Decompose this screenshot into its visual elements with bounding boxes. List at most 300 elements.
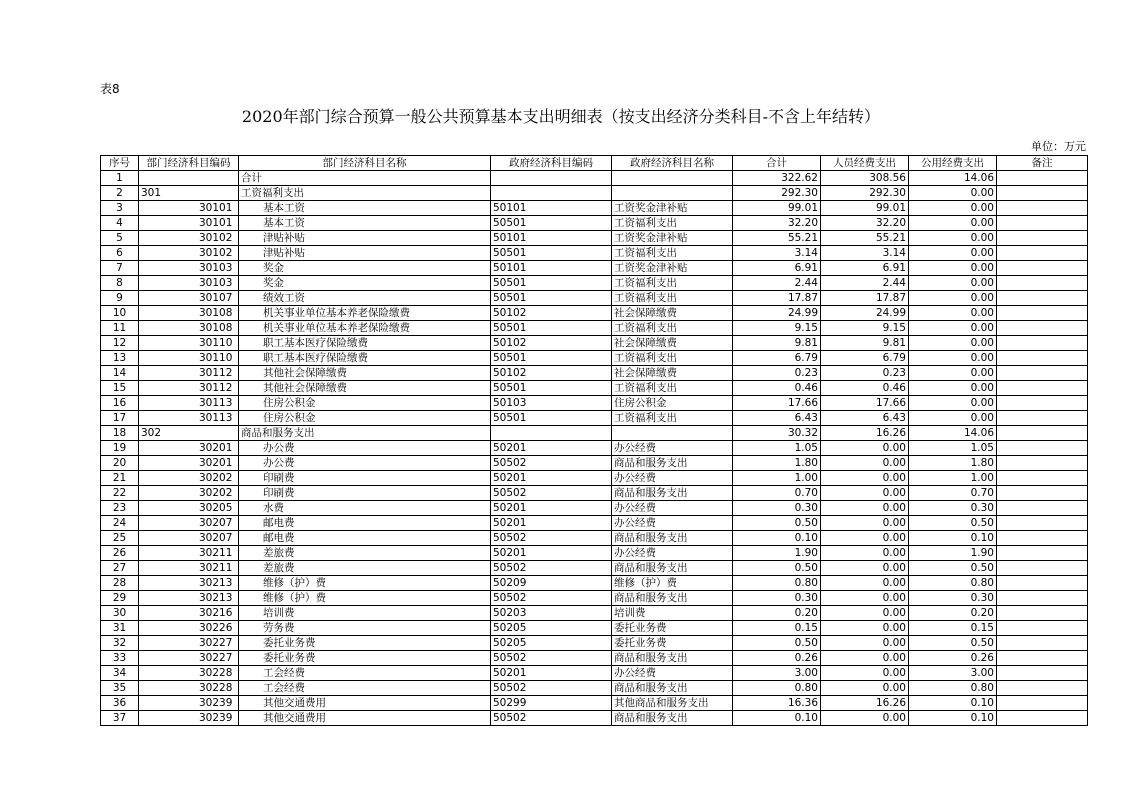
cell-dept-code: 30110 [139,336,239,351]
cell-public: 14.06 [909,171,997,186]
cell-public: 0.00 [909,201,997,216]
cell-total: 17.66 [733,396,821,411]
cell-dept-name: 津贴补贴 [239,231,491,246]
cell-gov-code: 50201 [491,501,612,516]
cell-dept-code: 30107 [139,291,239,306]
cell-note [997,396,1088,411]
cell-gov-name: 社会保障缴费 [612,306,733,321]
cell-dept-code: 30101 [139,216,239,231]
cell-total: 17.87 [733,291,821,306]
cell-dept-code: 30213 [139,576,239,591]
cell-dept-code: 30216 [139,606,239,621]
cell-gov-code: 50501 [491,381,612,396]
cell-personnel: 32.20 [821,216,909,231]
cell-public: 0.00 [909,321,997,336]
table-row [101,516,1088,531]
cell-dept-code: 302 [139,426,239,441]
cell-public: 0.30 [909,501,997,516]
cell-gov-name: 工资福利支出 [612,351,733,366]
cell-gov-code: 50501 [491,291,612,306]
cell-public: 0.00 [909,231,997,246]
cell-dept-code: 30227 [139,636,239,651]
cell-gov-name: 培训费 [612,606,733,621]
cell-gov-code: 50501 [491,216,612,231]
cell-public: 0.00 [909,381,997,396]
cell-dept-name: 工会经费 [239,681,491,696]
table-row [101,561,1088,576]
cell-gov-code: 50101 [491,201,612,216]
cell-personnel: 0.00 [821,636,909,651]
table-row [101,336,1088,351]
cell-personnel: 0.00 [821,471,909,486]
cell-note [997,441,1088,456]
cell-personnel: 308.56 [821,171,909,186]
unit-label: 单位：万元 [1031,140,1086,153]
cell-gov-code: 50201 [491,471,612,486]
cell-gov-code: 50201 [491,441,612,456]
cell-total: 0.50 [733,561,821,576]
cell-total: 6.79 [733,351,821,366]
cell-note [997,291,1088,306]
cell-public: 0.00 [909,246,997,261]
cell-dept-name: 印刷费 [239,486,491,501]
cell-gov-name: 商品和服务支出 [612,486,733,501]
cell-dept-name: 水费 [239,501,491,516]
cell-personnel: 0.00 [821,711,909,726]
cell-personnel: 6.91 [821,261,909,276]
cell-seq: 36 [101,696,139,711]
cell-dept-code: 30207 [139,531,239,546]
table-row [101,471,1088,486]
cell-seq: 23 [101,501,139,516]
cell-public: 0.10 [909,531,997,546]
cell-dept-code: 30228 [139,681,239,696]
cell-personnel: 0.00 [821,681,909,696]
cell-gov-name [612,171,733,186]
cell-total: 0.80 [733,576,821,591]
cell-public: 0.70 [909,486,997,501]
cell-note [997,681,1088,696]
cell-gov-name: 社会保障缴费 [612,336,733,351]
cell-gov-code: 50501 [491,246,612,261]
cell-personnel: 0.23 [821,366,909,381]
cell-dept-name: 绩效工资 [239,291,491,306]
cell-dept-code: 30113 [139,411,239,426]
cell-dept-code: 301 [139,186,239,201]
cell-dept-code: 30102 [139,246,239,261]
cell-gov-code [491,171,612,186]
cell-personnel: 0.00 [821,516,909,531]
table-row [101,261,1088,276]
cell-personnel: 17.66 [821,396,909,411]
cell-personnel: 0.00 [821,606,909,621]
cell-note [997,576,1088,591]
cell-gov-code: 50501 [491,276,612,291]
cell-dept-name: 邮电费 [239,531,491,546]
cell-note [997,276,1088,291]
cell-seq: 19 [101,441,139,456]
cell-total: 0.23 [733,366,821,381]
cell-note [997,621,1088,636]
cell-dept-name: 工会经费 [239,666,491,681]
cell-dept-name: 办公费 [239,456,491,471]
cell-personnel: 0.00 [821,456,909,471]
cell-gov-code: 50102 [491,336,612,351]
cell-dept-code: 30239 [139,711,239,726]
cell-gov-name: 委托业务费 [612,621,733,636]
cell-personnel: 17.87 [821,291,909,306]
cell-total: 0.10 [733,711,821,726]
cell-dept-code: 30227 [139,651,239,666]
cell-total: 0.70 [733,486,821,501]
cell-seq: 1 [101,171,139,186]
cell-seq: 37 [101,711,139,726]
cell-gov-name: 办公经费 [612,471,733,486]
cell-public: 3.00 [909,666,997,681]
cell-total: 1.90 [733,546,821,561]
cell-seq: 14 [101,366,139,381]
cell-dept-name: 基本工资 [239,201,491,216]
cell-note [997,516,1088,531]
cell-gov-name: 商品和服务支出 [612,561,733,576]
cell-dept-code: 30103 [139,276,239,291]
table-row [101,591,1088,606]
cell-note [997,501,1088,516]
cell-dept-code: 30102 [139,231,239,246]
header-gov-name: 政府经济科目名称 [612,156,733,171]
cell-note [997,186,1088,201]
cell-total: 30.32 [733,426,821,441]
table-row [101,366,1088,381]
cell-gov-code: 50502 [491,651,612,666]
cell-dept-code: 30211 [139,561,239,576]
cell-total: 0.15 [733,621,821,636]
cell-gov-name: 其他商品和服务支出 [612,696,733,711]
cell-seq: 31 [101,621,139,636]
cell-note [997,246,1088,261]
cell-gov-name [612,186,733,201]
cell-note [997,231,1088,246]
table-row [101,636,1088,651]
cell-gov-name: 工资福利支出 [612,246,733,261]
cell-dept-name: 委托业务费 [239,636,491,651]
cell-dept-name: 培训费 [239,606,491,621]
cell-gov-name: 工资奖金津补贴 [612,261,733,276]
cell-gov-code: 50501 [491,411,612,426]
cell-dept-name: 工资福利支出 [239,186,491,201]
cell-personnel: 6.43 [821,411,909,426]
cell-dept-name: 商品和服务支出 [239,426,491,441]
cell-dept-name: 劳务费 [239,621,491,636]
cell-personnel: 3.14 [821,246,909,261]
cell-gov-code: 50102 [491,366,612,381]
cell-personnel: 0.00 [821,561,909,576]
cell-note [997,711,1088,726]
cell-note [997,531,1088,546]
cell-gov-name: 委托业务费 [612,636,733,651]
table-row [101,186,1088,201]
cell-gov-name: 办公经费 [612,516,733,531]
cell-dept-name: 住房公积金 [239,411,491,426]
cell-note [997,306,1088,321]
table-row [101,306,1088,321]
table-row [101,666,1088,681]
cell-total: 24.99 [733,306,821,321]
cell-dept-name: 维修（护）费 [239,591,491,606]
cell-public: 1.80 [909,456,997,471]
cell-public: 0.00 [909,411,997,426]
cell-dept-code [139,171,239,186]
cell-note [997,336,1088,351]
cell-dept-code: 30213 [139,591,239,606]
cell-public: 0.80 [909,576,997,591]
table-row [101,396,1088,411]
cell-seq: 24 [101,516,139,531]
table-row [101,546,1088,561]
header-gov-code: 政府经济科目编码 [491,156,612,171]
cell-dept-code: 30239 [139,696,239,711]
cell-gov-code [491,426,612,441]
cell-seq: 25 [101,531,139,546]
cell-dept-code: 30108 [139,321,239,336]
cell-personnel: 0.00 [821,501,909,516]
cell-personnel: 16.26 [821,426,909,441]
cell-gov-name: 商品和服务支出 [612,531,733,546]
cell-gov-name: 办公经费 [612,501,733,516]
table-row [101,201,1088,216]
cell-total: 0.80 [733,681,821,696]
cell-dept-name: 基本工资 [239,216,491,231]
cell-total: 0.30 [733,591,821,606]
table-row [101,621,1088,636]
cell-note [997,321,1088,336]
cell-public: 0.50 [909,516,997,531]
cell-gov-name: 工资福利支出 [612,411,733,426]
cell-dept-code: 30103 [139,261,239,276]
cell-personnel: 0.00 [821,651,909,666]
cell-public: 1.05 [909,441,997,456]
cell-note [997,651,1088,666]
cell-gov-name: 商品和服务支出 [612,591,733,606]
cell-gov-code: 50502 [491,531,612,546]
table-body [101,171,1088,726]
cell-personnel: 0.00 [821,621,909,636]
cell-total: 1.80 [733,456,821,471]
cell-gov-name: 工资福利支出 [612,216,733,231]
cell-gov-name: 社会保障缴费 [612,366,733,381]
table-row [101,696,1088,711]
cell-gov-code: 50501 [491,321,612,336]
cell-seq: 13 [101,351,139,366]
cell-dept-name: 奖金 [239,276,491,291]
cell-dept-code: 30211 [139,546,239,561]
cell-seq: 3 [101,201,139,216]
cell-note [997,561,1088,576]
table-row [101,681,1088,696]
cell-seq: 22 [101,486,139,501]
cell-total: 0.10 [733,531,821,546]
cell-dept-name: 差旅费 [239,561,491,576]
cell-gov-code: 50502 [491,681,612,696]
cell-seq: 9 [101,291,139,306]
cell-dept-name: 职工基本医疗保险缴费 [239,351,491,366]
cell-seq: 34 [101,666,139,681]
cell-personnel: 0.00 [821,591,909,606]
cell-seq: 11 [101,321,139,336]
cell-note [997,171,1088,186]
cell-seq: 27 [101,561,139,576]
table-row [101,486,1088,501]
table-number-label: 表8 [100,82,120,96]
cell-dept-name: 奖金 [239,261,491,276]
cell-seq: 20 [101,456,139,471]
cell-public: 0.80 [909,681,997,696]
table-row [101,276,1088,291]
cell-gov-name: 工资奖金津补贴 [612,201,733,216]
cell-note [997,666,1088,681]
cell-note [997,216,1088,231]
table-row [101,456,1088,471]
cell-note [997,426,1088,441]
cell-gov-name: 工资福利支出 [612,321,733,336]
cell-public: 0.26 [909,651,997,666]
cell-public: 0.00 [909,276,997,291]
cell-dept-name: 职工基本医疗保险缴费 [239,336,491,351]
cell-personnel: 0.00 [821,486,909,501]
cell-dept-code: 30113 [139,396,239,411]
cell-dept-code: 30108 [139,306,239,321]
cell-seq: 8 [101,276,139,291]
cell-personnel: 0.00 [821,666,909,681]
table-row [101,606,1088,621]
table-row [101,576,1088,591]
cell-gov-name [612,426,733,441]
cell-dept-code: 30202 [139,486,239,501]
cell-note [997,486,1088,501]
cell-note [997,696,1088,711]
cell-public: 0.00 [909,306,997,321]
budget-table [100,155,1088,726]
table-row [101,711,1088,726]
cell-seq: 21 [101,471,139,486]
cell-total: 0.50 [733,516,821,531]
cell-seq: 6 [101,246,139,261]
page-title: 2020年部门综合预算一般公共预算基本支出明细表（按支出经济分类科目-不含上年结转） [241,107,881,126]
cell-gov-code: 50502 [491,711,612,726]
cell-total: 0.20 [733,606,821,621]
cell-dept-code: 30101 [139,201,239,216]
cell-personnel: 16.26 [821,696,909,711]
cell-gov-code [491,186,612,201]
cell-seq: 33 [101,651,139,666]
cell-dept-code: 30207 [139,516,239,531]
cell-public: 0.00 [909,351,997,366]
cell-gov-name: 住房公积金 [612,396,733,411]
cell-total: 2.44 [733,276,821,291]
header-total: 合计 [733,156,821,171]
table-row [101,651,1088,666]
cell-note [997,201,1088,216]
cell-total: 3.14 [733,246,821,261]
cell-dept-name: 邮电费 [239,516,491,531]
cell-seq: 17 [101,411,139,426]
cell-gov-code: 50201 [491,546,612,561]
cell-dept-code: 30112 [139,366,239,381]
cell-personnel: 2.44 [821,276,909,291]
table-row [101,426,1088,441]
cell-gov-code: 50201 [491,666,612,681]
cell-total: 32.20 [733,216,821,231]
cell-dept-name: 委托业务费 [239,651,491,666]
cell-dept-code: 30226 [139,621,239,636]
cell-dept-name: 办公费 [239,441,491,456]
cell-personnel: 9.15 [821,321,909,336]
cell-seq: 5 [101,231,139,246]
cell-dept-name: 合计 [239,171,491,186]
cell-personnel: 9.81 [821,336,909,351]
cell-dept-code: 30110 [139,351,239,366]
cell-note [997,261,1088,276]
cell-public: 1.00 [909,471,997,486]
cell-dept-code: 30201 [139,456,239,471]
cell-total: 6.43 [733,411,821,426]
cell-gov-name: 办公经费 [612,546,733,561]
cell-total: 6.91 [733,261,821,276]
cell-seq: 35 [101,681,139,696]
cell-gov-name: 维修（护）费 [612,576,733,591]
cell-dept-code: 30201 [139,441,239,456]
table-row [101,381,1088,396]
cell-total: 9.81 [733,336,821,351]
cell-public: 0.20 [909,606,997,621]
cell-gov-code: 50502 [491,561,612,576]
cell-gov-name: 商品和服务支出 [612,456,733,471]
cell-seq: 16 [101,396,139,411]
cell-seq: 12 [101,336,139,351]
cell-note [997,411,1088,426]
cell-gov-code: 50502 [491,456,612,471]
cell-public: 0.50 [909,561,997,576]
header-personnel: 人员经费支出 [821,156,909,171]
cell-dept-code: 30202 [139,471,239,486]
cell-dept-name: 机关事业单位基本养老保险缴费 [239,306,491,321]
cell-public: 0.10 [909,711,997,726]
cell-gov-code: 50102 [491,306,612,321]
cell-gov-name: 工资福利支出 [612,291,733,306]
cell-note [997,591,1088,606]
cell-note [997,366,1088,381]
cell-personnel: 99.01 [821,201,909,216]
table-row [101,171,1088,186]
cell-total: 55.21 [733,231,821,246]
cell-public: 14.06 [909,426,997,441]
cell-seq: 29 [101,591,139,606]
cell-seq: 30 [101,606,139,621]
cell-dept-name: 维修（护）费 [239,576,491,591]
cell-gov-name: 办公经费 [612,666,733,681]
cell-note [997,636,1088,651]
cell-total: 322.62 [733,171,821,186]
cell-note [997,456,1088,471]
cell-dept-code: 30205 [139,501,239,516]
cell-total: 9.15 [733,321,821,336]
cell-dept-name: 差旅费 [239,546,491,561]
cell-dept-name: 其他交通费用 [239,711,491,726]
cell-note [997,351,1088,366]
cell-gov-name: 办公经费 [612,441,733,456]
header-note: 备注 [997,156,1088,171]
cell-dept-name: 机关事业单位基本养老保险缴费 [239,321,491,336]
